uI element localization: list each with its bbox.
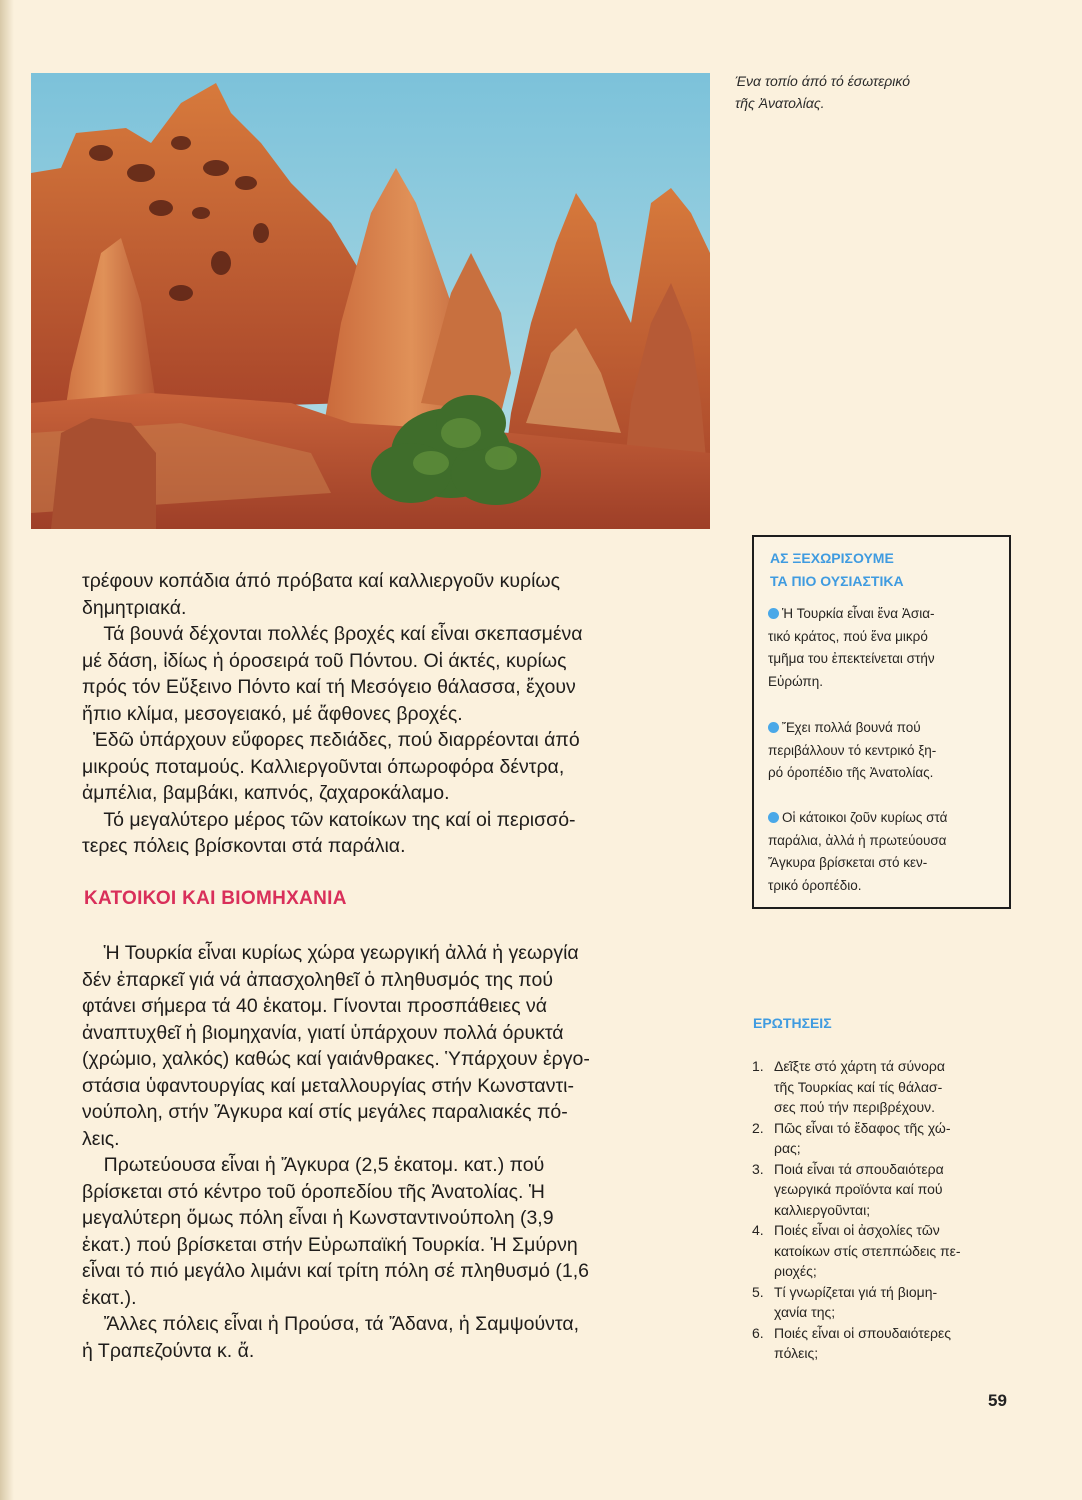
question-number: 4. [752, 1222, 764, 1238]
question-line: γεωργικά προϊόντα καί πού [774, 1181, 943, 1197]
question-line: ριοχές; [774, 1263, 817, 1279]
text-line: μεγαλύτερη ὅμως πόλη εἶναι ἡ Κωνσταντινούπολη (3,9 [82, 1207, 554, 1229]
question-item [752, 1282, 1022, 1323]
text-line: μικρούς ποταμούς. Καλλιεργοῦνται όπωροφόρα δέντρα, [82, 755, 565, 778]
section-heading: ΚΑΤΟΙΚΟΙ ΚΑΙ ΒΙΟΜΗΧΑΝΙΑ [84, 888, 347, 909]
text-line: ἤπιο κλίμα, μεσογειακό, μέ ἄφθονες βροχές. [82, 702, 463, 725]
bullet-line: Ἡ Τουρκία εἶναι ἕνα Ἀσια- [782, 606, 935, 621]
text-line: βρίσκεται στό κέντρο τοῦ όροπεδίου τῆς Ἀνατολίας. Ἡ [82, 1180, 545, 1203]
question-item [752, 1159, 1022, 1221]
question-number: 1. [752, 1058, 764, 1074]
text-line: Πρωτεύουσα εἶναι ἡ Ἄγκυρα (2,5 ἑκατομ. κατ.) πού [82, 1154, 545, 1176]
question-line: χανία της; [774, 1304, 836, 1320]
question-item [752, 1118, 1022, 1159]
page-binding-shadow [0, 0, 14, 1500]
text-line: ἡ Τραπεζούντα κ. ἄ. [82, 1339, 255, 1362]
questions-list [752, 1056, 1022, 1364]
bullet-line: Εὐρώπη. [768, 673, 823, 689]
question-line: πόλεις; [774, 1345, 819, 1361]
text-line: ἑκατ.) πού βρίσκεται στήν Εὐρωπαϊκή Τουρκία. Ἡ Σμύρνη [82, 1233, 578, 1256]
bullet-line: Ἄγκυρα βρίσκεται στό κεν- [768, 855, 928, 870]
text-line: Ἐδῶ ὑπάρχουν εὔφορες πεδιάδες, πού διαρρέονται άπό [82, 729, 580, 751]
question-line: σες πού τήν περιβρέχουν. [774, 1099, 936, 1115]
text-line: ἑκατ.). [82, 1286, 137, 1309]
text-line: Ἡ Τουρκία εἶναι κυρίως χώρα γεωργική ἀλλά ἡ γεωργία [82, 942, 579, 964]
question-line: Ποιές εἶναι οἱ σπουδαιότερες [774, 1324, 951, 1341]
question-line: τῆς Τουρκίας καί τίς θάλασ- [774, 1078, 943, 1095]
text-line: Τό μεγαλύτερο μέρος τῶν κατοίκων της καί οἱ περισσό- [82, 808, 576, 831]
text-line: στάσια ὑφαντουργίας καί μεταλλουργίας στήν Κωνσταντι- [82, 1074, 574, 1097]
text-line: δημητριακά. [82, 596, 187, 619]
question-number: 6. [752, 1324, 764, 1341]
text-line: (χρώμιο, χαλκός) καθώς καί γαιάνθρακες. Ὑπάρχουν ἐργο- [82, 1048, 590, 1070]
summary-bullet [768, 603, 1008, 693]
bullet-line: τρικό όροπέδιο. [768, 877, 862, 893]
text-line: φτάνει σήμερα τά 40 ἑκατομ. Γίνονται προσπάθειες νά [82, 995, 548, 1017]
bullet-line: ρό όροπέδιο τῆς Ἀνατολίας. [768, 765, 934, 780]
caption-line: Ένα τοπίο άπό τό έσωτερικό [735, 73, 910, 89]
text-line: μέ δάση, ἰδίως ἡ όροσειρά τοῦ Πόντου. Οἱ άκτές, κυρίως [82, 649, 567, 672]
summary-title-line: ΑΣ ΞΕΧΩΡΙΣΟΥΜΕ [770, 550, 894, 566]
bullet-line: Ἔχει πολλά βουνά πού [782, 720, 921, 735]
bullet-line: παράλια, ἀλλά ἡ πρωτεύουσα [768, 832, 947, 848]
questions-title: ΕΡΩΤΗΣΕΙΣ [753, 1015, 832, 1031]
question-line: Πῶς εἶναι τό ἔδαφος τῆς χώ- [774, 1119, 951, 1136]
text-line: νούπολη, στήν Ἄγκυρα καί στίς μεγάλες παραλιακές πό- [82, 1101, 568, 1123]
question-line: Τί γνωρίζεται γιά τή βιομη- [774, 1283, 938, 1300]
question-item [752, 1323, 1022, 1364]
question-number: 3. [752, 1160, 764, 1177]
question-line: κατοίκων στίς στεππώδεις πε- [774, 1242, 961, 1259]
question-line: ρας; [774, 1140, 801, 1156]
bullet-line: τικό κράτος, πού ἕνα μικρό [768, 628, 928, 644]
text-line: ἀμπέλια, βαμβάκι, καπνός, ζαχαροκάλαμο. [82, 782, 450, 804]
text-line: Τά βουνά δέχονται πολλές βροχές καί εἶναι σκεπασμένα [82, 623, 583, 645]
text-line: Ἄλλες πόλεις εἶναι ἡ Προύσα, τά Ἄδανα, ἡ Σαμψούντα, [82, 1313, 580, 1335]
text-line: τερες πόλεις βρίσκονται στά παράλια. [82, 835, 406, 857]
summary-title-line: ΤΑ ΠΙΟ ΟΥΣΙΑΣΤΙΚΑ [770, 573, 904, 589]
body-text-top [82, 568, 712, 860]
text-line: λεις. [82, 1127, 120, 1150]
question-number: 2. [752, 1119, 764, 1136]
text-line: δέν ἐπαρκεῖ γιά νά ἀπασχοληθεῖ ὁ πληθυσμός της πού [82, 968, 553, 991]
bullet-dot-icon [768, 608, 779, 619]
question-item [752, 1220, 1022, 1282]
text-line: ἀναπτυχθεῖ ἡ βιομηχανία, γιατί ὑπάρχουν πολλά όρυκτά [82, 1021, 564, 1044]
question-line: Ποιά εἶναι τά σπουδαιότερα [774, 1160, 944, 1177]
summary-box [752, 535, 1011, 909]
landscape-photo [31, 73, 710, 529]
bullet-dot-icon [768, 812, 779, 823]
text-line: τρέφουν κοπάδια άπό πρόβατα καί καλλιεργοῦν κυρίως [82, 570, 561, 592]
question-line: καλλιεργοῦνται; [774, 1201, 871, 1218]
text-line: πρός τόν Εὔξεινο Πόντο καί τή Μεσόγειο θάλασσα, ἔχουν [82, 676, 576, 698]
photo-caption [735, 70, 1035, 114]
text-line: εἶναι τό πιό μεγάλο λιμάνι καί τρίτη πόλη σέ πληθυσμό (1,6 [82, 1260, 589, 1282]
summary-title [770, 547, 904, 593]
bullet-line: τμῆμα του ἐπεκτείνεται στήν [768, 651, 935, 666]
body-text-bottom [82, 940, 712, 1364]
question-line: Δεῖξτε στό χάρτη τά σύνορα [774, 1058, 945, 1074]
bullet-line: Οἱ κάτοικοι ζοῦν κυρίως στά [782, 810, 948, 825]
question-line: Ποιές εἶναι οἱ ἀσχολίες τῶν [774, 1222, 940, 1238]
page-number: 59 [988, 1391, 1007, 1410]
question-number: 5. [752, 1283, 764, 1300]
bullet-line: περιβάλλουν τό κεντρικό ξη- [768, 742, 937, 758]
caption-line: τῆς Ἀνατολίας. [735, 95, 825, 111]
summary-bullet [768, 717, 1008, 785]
summary-bullet [768, 807, 1008, 897]
bullet-dot-icon [768, 722, 779, 733]
question-item [752, 1056, 1022, 1118]
